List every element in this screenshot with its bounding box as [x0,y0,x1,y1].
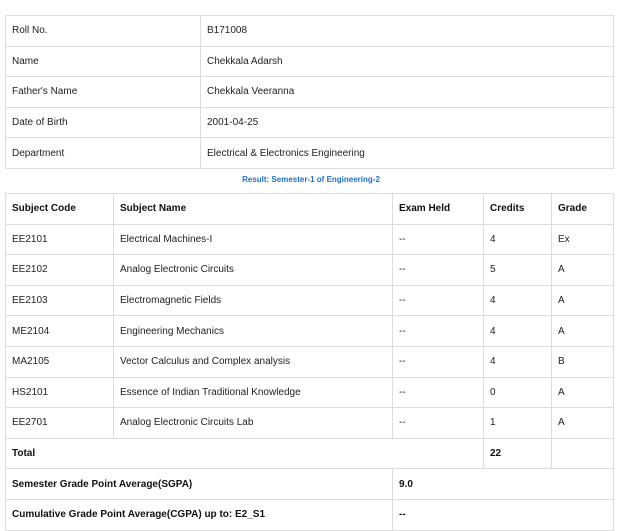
department-value: Electrical & Electronics Engineering [201,138,614,169]
result-table [5,193,614,531]
cgpa-label: Cumulative Grade Point Average(CGPA) up to: E2_S1 [6,499,393,530]
result-header-row [6,194,614,225]
total-label: Total [6,438,484,469]
table-row [6,224,614,255]
subject-name: Electrical Machines-I [114,224,393,255]
credits: 4 [484,316,552,347]
subject-name: Electromagnetic Fields [114,285,393,316]
header-credits: Credits [484,194,552,225]
subject-code: ME2104 [6,316,114,347]
table-row [6,408,614,439]
total-grade-empty [552,438,614,469]
dob-label: Date of Birth [6,107,201,138]
exam-held: -- [393,285,484,316]
credits: 1 [484,408,552,439]
subject-code: EE2101 [6,224,114,255]
subject-name: Analog Electronic Circuits Lab [114,408,393,439]
exam-held: -- [393,346,484,377]
grade: A [552,408,614,439]
exam-held: -- [393,377,484,408]
total-credits: 22 [484,438,552,469]
cgpa-value: -- [393,499,614,530]
header-exam-held: Exam Held [393,194,484,225]
credits: 4 [484,224,552,255]
result-title: Result: Semester-1 of Engineering-2 [242,175,380,184]
exam-held: -- [393,224,484,255]
student-row-father [6,77,614,108]
roll-label: Roll No. [6,16,201,47]
subject-code: EE2102 [6,255,114,286]
subject-name: Analog Electronic Circuits [114,255,393,286]
father-name-value: Chekkala Veeranna [201,77,614,108]
table-row [6,316,614,347]
department-label: Department [6,138,201,169]
subject-code: EE2701 [6,408,114,439]
sgpa-label: Semester Grade Point Average(SGPA) [6,469,393,500]
table-row [6,377,614,408]
exam-held: -- [393,316,484,347]
credits: 4 [484,285,552,316]
grade: A [552,255,614,286]
grade: A [552,285,614,316]
sgpa-row [6,469,614,500]
father-name-label: Father's Name [6,77,201,108]
dob-value: 2001-04-25 [201,107,614,138]
student-info-table [5,15,614,169]
table-row [6,346,614,377]
table-row [6,285,614,316]
table-row [6,255,614,286]
grade: A [552,377,614,408]
subject-code: HS2101 [6,377,114,408]
subject-name: Engineering Mechanics [114,316,393,347]
header-subject-name: Subject Name [114,194,393,225]
subject-name: Vector Calculus and Complex analysis [114,346,393,377]
sgpa-value: 9.0 [393,469,614,500]
cgpa-row [6,499,614,530]
student-row-name [6,46,614,77]
credits: 4 [484,346,552,377]
grade: Ex [552,224,614,255]
subject-name: Essence of Indian Traditional Knowledge [114,377,393,408]
header-subject-code: Subject Code [6,194,114,225]
roll-value: B171008 [201,16,614,47]
grade: A [552,316,614,347]
exam-held: -- [393,255,484,286]
header-grade: Grade [552,194,614,225]
credits: 5 [484,255,552,286]
student-row-roll [6,16,614,47]
total-row [6,438,614,469]
name-value: Chekkala Adarsh [201,46,614,77]
name-label: Name [6,46,201,77]
subject-code: EE2103 [6,285,114,316]
exam-held: -- [393,408,484,439]
credits: 0 [484,377,552,408]
student-row-dob [6,107,614,138]
student-row-department [6,138,614,169]
grade: B [552,346,614,377]
subject-code: MA2105 [6,346,114,377]
